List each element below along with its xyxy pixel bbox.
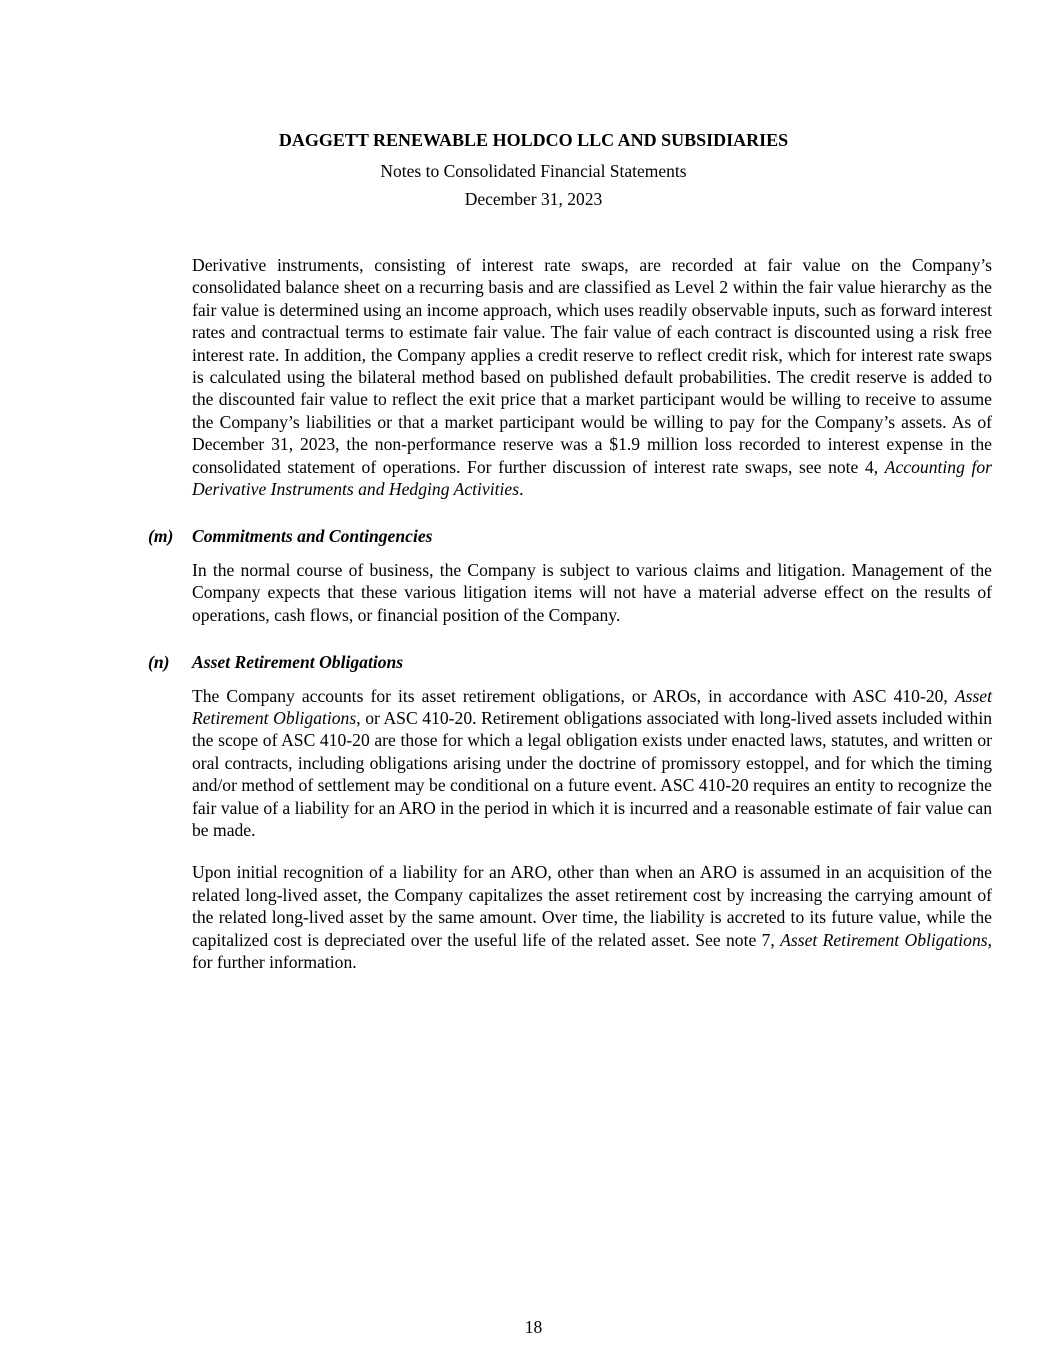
section-asset-retirement-obligations bbox=[148, 651, 993, 973]
section-title: Asset Retirement Obligations bbox=[192, 652, 404, 673]
section-heading bbox=[148, 525, 992, 547]
document-body bbox=[148, 0, 993, 973]
section-heading bbox=[148, 651, 992, 673]
section-paragraph: Upon initial recognition of a liability for an ARO, other than when an ARO is assumed in an acquisition of the related long-lived asset, the Company capitalizes the asset retirement cost by increasing the carrying amount of the related long-lived asset by the same amount. Over time, the liability is accreted to its future value, while the capitalized cost is depreciated over the useful life of the related asset. See note 7, Asset Retirement Obligations, for further information. bbox=[192, 862, 992, 972]
section-label: (m) bbox=[148, 526, 174, 547]
document-subtitle: Notes to Consolidated Financial Statements bbox=[380, 161, 687, 181]
document-title: DAGGETT RENEWABLE HOLDCO LLC AND SUBSIDIARIES bbox=[278, 130, 789, 150]
section-title: Commitments and Contingencies bbox=[192, 526, 433, 547]
section-commitments-and-contingencies bbox=[148, 525, 992, 626]
section-paragraph: The Company accounts for its asset retirement obligations, or AROs, in accordance with ASC 410-20, Asset Retirement Obligations, or ASC 410-20. Retirement obligations associated with long-lived assets included within the scope of ASC 410-20 are those for which a legal obligation exists under enacted laws, statutes, and written or oral contracts, including obligations arising under the doctrine of promissory estoppel, and for which the timing and/or method of settlement may be conditional on a future event. ASC 410-20 requires an entity to recognize the fair value of a liability for an ARO in the period in which it is incurred and a reasonable estimate of fair value can be made. bbox=[192, 685, 993, 840]
document-date: December 31, 2023 bbox=[464, 189, 603, 209]
page-number: 18 bbox=[524, 1317, 543, 1337]
intro-paragraph: Derivative instruments, consisting of interest rate swaps, are recorded at fair value on the Company’s consolidated balance sheet on a recurring basis and are classified as Level 2 within the fair value hierarchy as the fair value is determined using an income approach, which uses readily observable inputs, such as forward interest rates and contractual terms to estimate fair value. The fair value of each contract is discounted using a risk free interest rate. In addition, the Company applies a credit reserve to reflect credit risk, which for interest rate swaps is calculated using the bilateral method based on published default probabilities. The credit reserve is added to the discounted fair value to reflect the exit price that a market participant would be willing to receive to assume the Company’s liabilities or that a market participant would be willing to pay for the Company’s assets. As of December 31, 2023, the non-performance reserve was a $1.9 million loss recorded to interest expense in the consolidated statement of operations. For further discussion of interest rate swaps, see note 4, Accounting for Derivative Instruments and Hedging Activities. bbox=[192, 255, 992, 500]
section-label: (n) bbox=[148, 652, 170, 673]
section-paragraph: In the normal course of business, the Company is subject to various claims and litigation. Management of the Company expects that these various litigation items will not have a material adverse effect on the results of operations, cash flows, or financial position of the Company. bbox=[192, 559, 992, 625]
